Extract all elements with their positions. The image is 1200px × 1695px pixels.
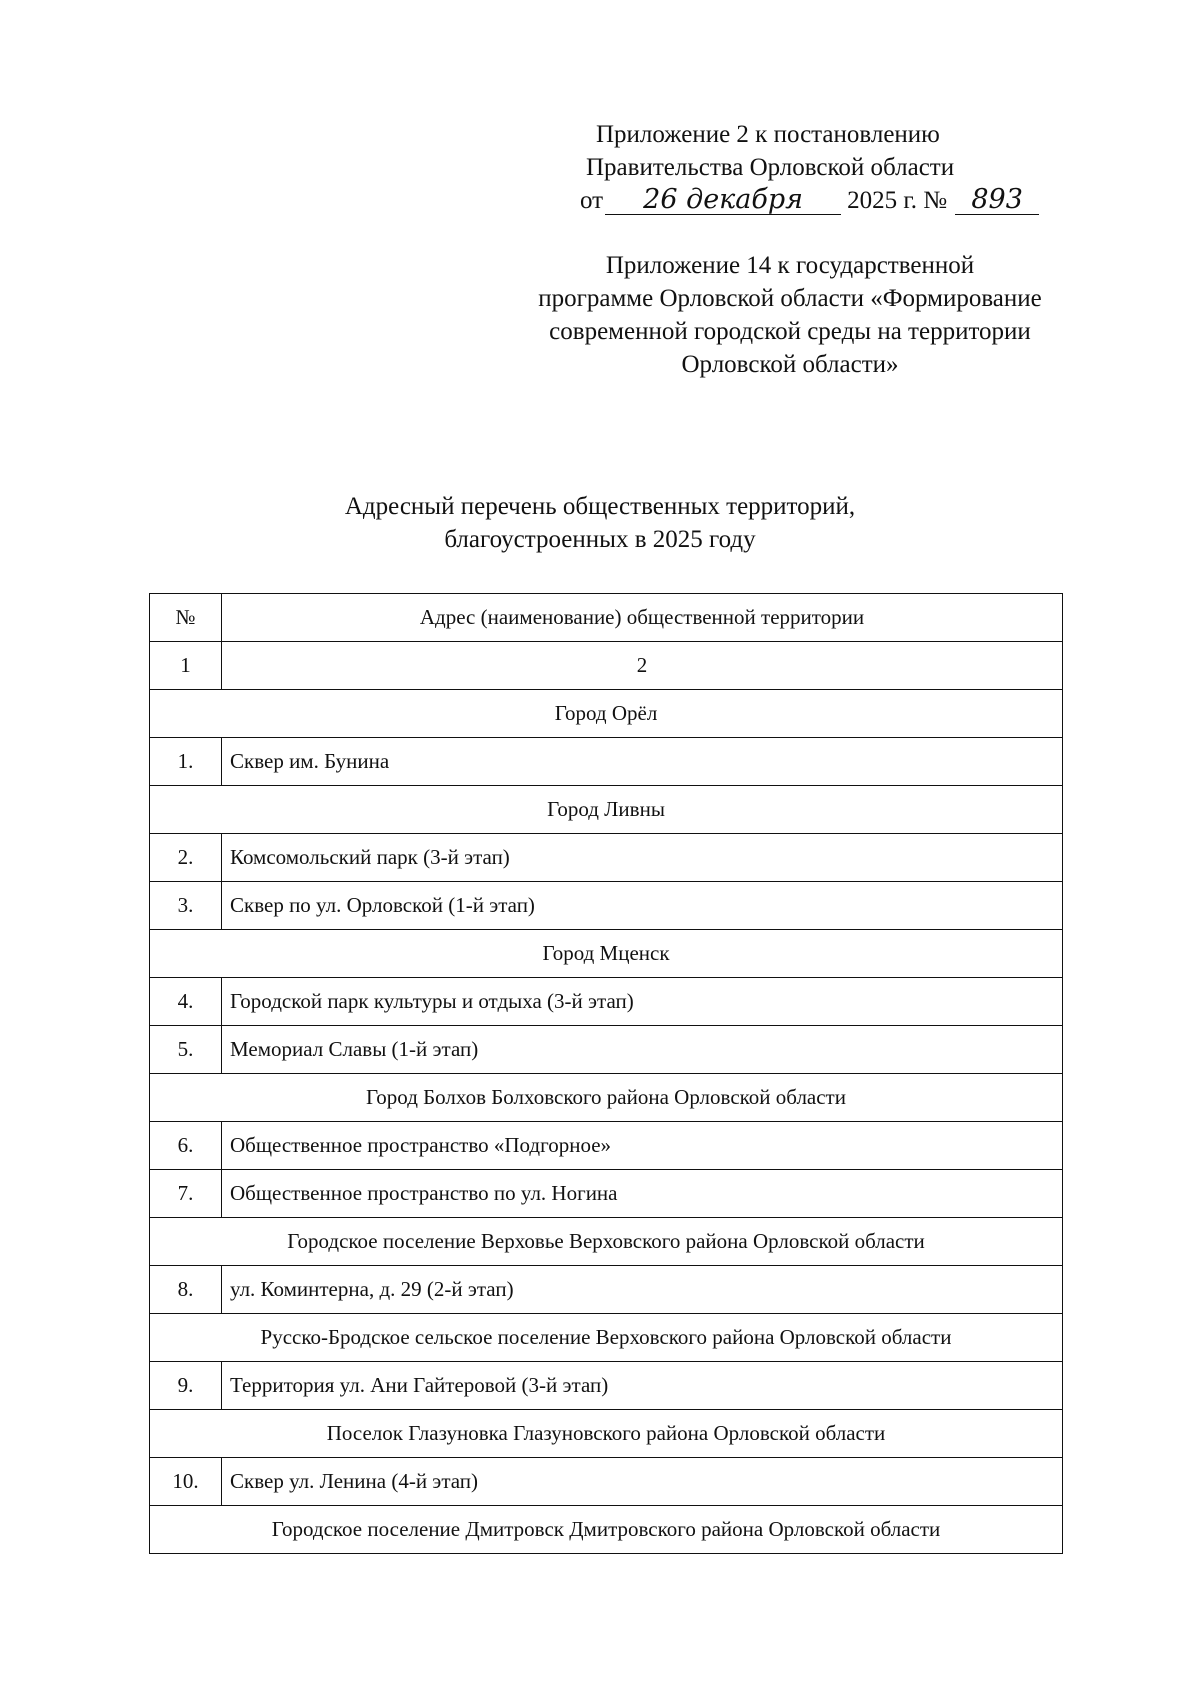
table-row xyxy=(150,1026,1063,1074)
row-number: 10. xyxy=(150,1458,222,1506)
settlement-name: Город Ливны xyxy=(150,786,1063,834)
territory-address: Общественное пространство «Подгорное» xyxy=(222,1122,1063,1170)
settlement-name: Городское поселение Верховье Верховского района Орловской области xyxy=(150,1218,1063,1266)
territory-address: Сквер по ул. Орловской (1-й этап) xyxy=(222,882,1063,930)
row-number: 5. xyxy=(150,1026,222,1074)
appendix-line-2: программе Орловской области «Формирование xyxy=(538,285,1042,312)
handwritten-date: 26 декабря xyxy=(605,186,841,215)
decree-number-label: 2025 г. № xyxy=(847,187,948,214)
settlement-name: Город Болхов Болховского района Орловской области xyxy=(150,1074,1063,1122)
territory-address: Сквер ул. Ленина (4-й этап) xyxy=(222,1458,1063,1506)
table-row xyxy=(150,1122,1063,1170)
territory-address: Сквер им. Бунина xyxy=(222,738,1063,786)
row-number: 9. xyxy=(150,1362,222,1410)
appendix-line-3: современной городской среды на территории xyxy=(549,318,1031,345)
settlement-name: Город Орёл xyxy=(150,690,1063,738)
appendix-line-4: Орловской области» xyxy=(681,351,899,378)
settlement-group-row xyxy=(150,1314,1063,1362)
settlement-name: Русско-Бродское сельское поселение Верховского района Орловской области xyxy=(150,1314,1063,1362)
settlement-name: Городское поселение Дмитровск Дмитровского района Орловской области xyxy=(150,1506,1063,1554)
table-row xyxy=(150,1362,1063,1410)
settlement-group-row xyxy=(150,690,1063,738)
row-number: 2. xyxy=(150,834,222,882)
row-number: 3. xyxy=(150,882,222,930)
decree-date-prefix: от xyxy=(580,187,604,214)
settlement-name: Поселок Глазуновка Глазуновского района Орловской области xyxy=(150,1410,1063,1458)
table-row xyxy=(150,834,1063,882)
header-number: № xyxy=(150,594,222,642)
territory-address: ул. Коминтерна, д. 29 (2-й этап) xyxy=(222,1266,1063,1314)
settlement-group-row xyxy=(150,1506,1063,1554)
table-row xyxy=(150,1458,1063,1506)
territory-address: Комсомольский парк (3-й этап) xyxy=(222,834,1063,882)
row-number: 1. xyxy=(150,738,222,786)
settlement-group-row xyxy=(150,930,1063,978)
settlement-group-row xyxy=(150,786,1063,834)
title-line-1: Адресный перечень общественных территорий, xyxy=(344,493,856,520)
header-address: Адрес (наименование) общественной территории xyxy=(222,594,1063,642)
table-row xyxy=(150,1170,1063,1218)
document-title xyxy=(200,490,1000,556)
territory-address: Общественное пространство по ул. Ногина xyxy=(222,1170,1063,1218)
index-address: 2 xyxy=(222,642,1063,690)
settlement-group-row xyxy=(150,1218,1063,1266)
program-appendix-reference xyxy=(500,249,1080,381)
table-row xyxy=(150,738,1063,786)
territory-address: Территория ул. Ани Гайтеровой (3-й этап) xyxy=(222,1362,1063,1410)
table-row xyxy=(150,978,1063,1026)
territory-address: Мемориал Славы (1-й этап) xyxy=(222,1026,1063,1074)
row-number: 8. xyxy=(150,1266,222,1314)
row-number: 7. xyxy=(150,1170,222,1218)
table-row xyxy=(150,882,1063,930)
table-body xyxy=(150,642,1063,1554)
decree-line-1: Приложение 2 к постановлению xyxy=(596,121,940,148)
index-number: 1 xyxy=(150,642,222,690)
decree-line-2: Правительства Орловской области xyxy=(586,154,955,181)
territory-address: Городской парк культуры и отдыха (3-й этап) xyxy=(222,978,1063,1026)
settlement-group-row xyxy=(150,1074,1063,1122)
table-row xyxy=(150,1266,1063,1314)
appendix-line-1: Приложение 14 к государственной xyxy=(605,252,975,279)
decree-reference xyxy=(510,118,1070,217)
territories-table xyxy=(149,593,1063,1554)
row-number: 6. xyxy=(150,1122,222,1170)
decree-line-3 xyxy=(580,184,1070,217)
table-header-row xyxy=(150,594,1063,642)
handwritten-number: 893 xyxy=(955,186,1039,215)
row-number: 4. xyxy=(150,978,222,1026)
column-index-row xyxy=(150,642,1063,690)
settlement-name: Город Мценск xyxy=(150,930,1063,978)
settlement-group-row xyxy=(150,1410,1063,1458)
title-line-2: благоустроенных в 2025 году xyxy=(444,526,756,553)
